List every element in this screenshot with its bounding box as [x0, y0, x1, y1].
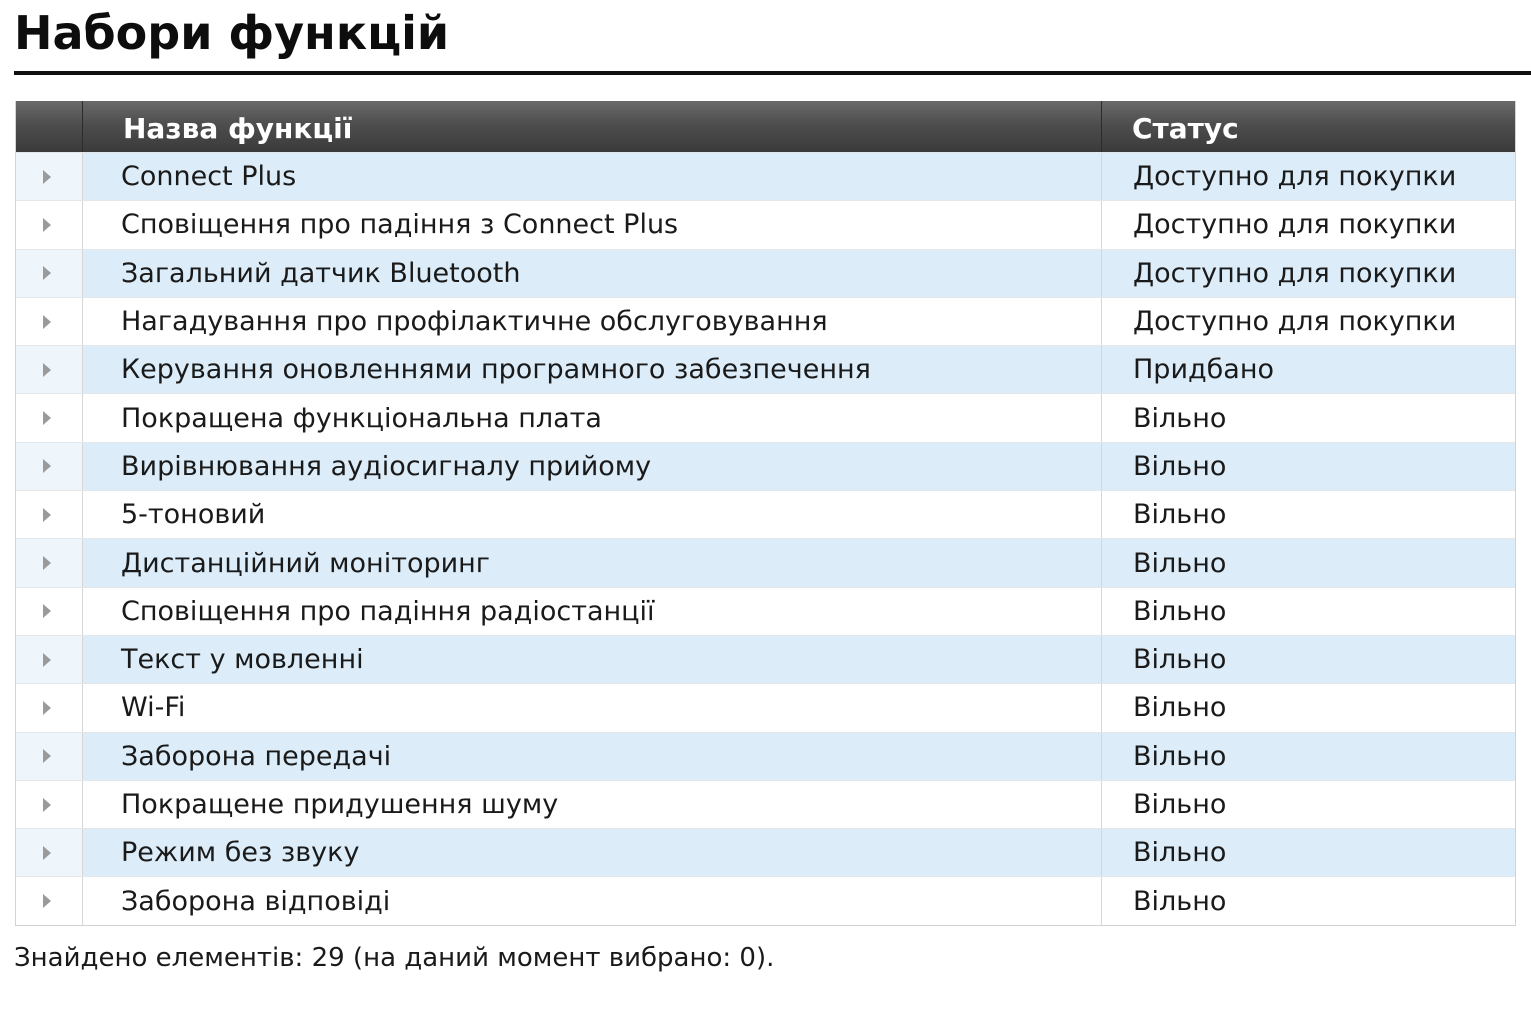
feature-name-cell: Покращена функціональна плата — [83, 394, 1102, 441]
row-expander[interactable] — [16, 829, 83, 876]
column-header-name[interactable]: Назва функції — [83, 101, 1102, 152]
feature-name-cell: Текст у мовленні — [83, 636, 1102, 683]
triangle-right-icon[interactable] — [43, 411, 51, 425]
row-expander[interactable] — [16, 346, 83, 393]
item-count-status: Знайдено елементів: 29 (на даний момент вибрано: 0). — [14, 943, 775, 973]
triangle-right-icon[interactable] — [43, 315, 51, 329]
feature-name-cell: Заборона відповіді — [83, 877, 1102, 924]
triangle-right-icon[interactable] — [43, 653, 51, 667]
triangle-right-icon[interactable] — [43, 749, 51, 763]
table-header — [16, 101, 1515, 152]
feature-status-cell: Вільно — [1133, 837, 1227, 869]
triangle-right-icon[interactable] — [43, 846, 51, 860]
table-row[interactable] — [16, 490, 1515, 538]
feature-name-cell: Дистанційний моніторинг — [83, 539, 1102, 586]
triangle-right-icon[interactable] — [43, 604, 51, 618]
triangle-right-icon[interactable] — [43, 798, 51, 812]
title-divider — [14, 71, 1531, 75]
table-row[interactable] — [16, 587, 1515, 635]
triangle-right-icon[interactable] — [43, 508, 51, 522]
feature-status-cell: Вільно — [1133, 692, 1227, 724]
table-row[interactable] — [16, 876, 1515, 924]
table-row[interactable] — [16, 200, 1515, 248]
feature-status-cell: Вільно — [1133, 547, 1227, 579]
table-row[interactable] — [16, 828, 1515, 876]
table-row[interactable] — [16, 538, 1515, 586]
table-body — [16, 152, 1515, 925]
triangle-right-icon[interactable] — [43, 894, 51, 908]
feature-status-cell: Доступно для покупки — [1133, 257, 1457, 289]
row-expander[interactable] — [16, 491, 83, 538]
feature-status-cell: Вільно — [1133, 499, 1227, 531]
feature-sets-table — [15, 101, 1516, 926]
table-row[interactable] — [16, 683, 1515, 731]
feature-status-cell: Доступно для покупки — [1133, 161, 1457, 193]
row-expander[interactable] — [16, 201, 83, 248]
feature-name-cell: Wi-Fi — [83, 684, 1102, 731]
feature-name-cell: Нагадування про профілактичне обслуговування — [83, 298, 1102, 345]
table-row[interactable] — [16, 345, 1515, 393]
feature-name-cell: Connect Plus — [83, 153, 1102, 200]
triangle-right-icon[interactable] — [43, 556, 51, 570]
row-expander[interactable] — [16, 539, 83, 586]
column-header-status[interactable]: Статус — [1132, 112, 1239, 145]
feature-name-cell: 5-тоновий — [83, 491, 1102, 538]
triangle-right-icon[interactable] — [43, 459, 51, 473]
feature-name-cell: Режим без звуку — [83, 829, 1102, 876]
page-title: Набори функцій — [14, 6, 450, 60]
table-row[interactable] — [16, 442, 1515, 490]
row-expander[interactable] — [16, 394, 83, 441]
table-row[interactable] — [16, 249, 1515, 297]
table-row[interactable] — [16, 393, 1515, 441]
triangle-right-icon[interactable] — [43, 701, 51, 715]
feature-status-cell: Вільно — [1133, 885, 1227, 917]
header-expand-column — [16, 101, 83, 152]
feature-status-cell: Вільно — [1133, 402, 1227, 434]
feature-status-cell: Доступно для покупки — [1133, 306, 1457, 338]
table-row[interactable] — [16, 635, 1515, 683]
feature-status-cell: Вільно — [1133, 789, 1227, 820]
row-expander[interactable] — [16, 298, 83, 345]
feature-name-cell: Заборона передачі — [83, 733, 1102, 780]
row-expander[interactable] — [16, 877, 83, 924]
row-expander[interactable] — [16, 588, 83, 635]
triangle-right-icon[interactable] — [43, 363, 51, 377]
row-expander[interactable] — [16, 684, 83, 731]
feature-name-cell: Покращене придушення шуму — [83, 781, 1102, 828]
table-row[interactable] — [16, 780, 1515, 828]
row-expander[interactable] — [16, 250, 83, 297]
feature-status-cell: Вільно — [1133, 740, 1227, 772]
feature-name-cell: Сповіщення про падіння радіостанції — [83, 588, 1102, 635]
feature-name-cell: Вирівнювання аудіосигналу прийому — [83, 443, 1102, 490]
feature-name-cell: Керування оновленнями програмного забезпечення — [83, 346, 1102, 393]
feature-name-cell: Сповіщення про падіння з Connect Plus — [83, 201, 1102, 248]
row-expander[interactable] — [16, 443, 83, 490]
row-expander[interactable] — [16, 153, 83, 200]
row-expander[interactable] — [16, 733, 83, 780]
triangle-right-icon[interactable] — [43, 266, 51, 280]
feature-status-cell: Доступно для покупки — [1133, 209, 1457, 241]
feature-status-cell: Вільно — [1133, 595, 1227, 627]
row-expander[interactable] — [16, 636, 83, 683]
table-row[interactable] — [16, 297, 1515, 345]
triangle-right-icon[interactable] — [43, 218, 51, 232]
table-row[interactable] — [16, 732, 1515, 780]
table-row[interactable] — [16, 152, 1515, 200]
feature-status-cell: Вільно — [1133, 450, 1227, 482]
feature-status-cell: Вільно — [1133, 644, 1227, 676]
feature-name-cell: Загальний датчик Bluetooth — [83, 250, 1102, 297]
feature-status-cell: Придбано — [1133, 354, 1275, 386]
row-expander[interactable] — [16, 781, 83, 828]
triangle-right-icon[interactable] — [43, 170, 51, 184]
